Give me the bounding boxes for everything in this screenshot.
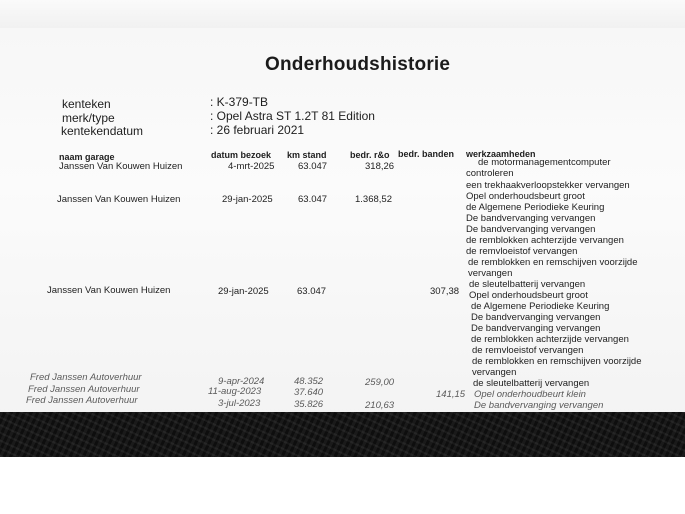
werkzaamheden-line: vervangen: [468, 268, 513, 279]
werkzaamheden-line: Opel onderhoudbeurt klein: [474, 389, 586, 400]
row1-km: 63.047: [298, 161, 328, 172]
werkzaamheden-line: de remblokken achterzijde vervangen: [466, 235, 624, 246]
header-datum: datum bezoek: [211, 150, 272, 160]
werkzaamheden-line: de sleutelbatterij vervangen: [469, 279, 586, 290]
werkzaamheden-line: De bandvervanging vervangen: [466, 224, 596, 235]
header-km: km stand: [287, 150, 327, 160]
werkzaamheden-line: de remvloeistof vervangen: [466, 246, 578, 257]
row3-datum: 29-jan-2025: [218, 286, 269, 297]
werkzaamheden-line: Opel onderhoudsbeurt groot: [469, 290, 588, 301]
header-werk: werkzaamheden: [466, 149, 536, 159]
row1-ro: 318,26: [365, 161, 395, 172]
header-garage: naam garage: [59, 152, 115, 162]
werkzaamheden-line: De bandvervanging vervangen: [471, 312, 601, 323]
kentekendatum-value: : 26 februari 2021: [210, 123, 305, 137]
row5-garage: Fred Janssen Autoverhuur: [28, 384, 140, 395]
werkzaamheden-line: de remvloeistof vervangen: [472, 345, 584, 356]
document-page: [0, 28, 685, 423]
row3-banden: 307,38: [430, 286, 460, 297]
merk-value: : Opel Astra ST 1.2T 81 Edition: [210, 109, 375, 123]
kenteken-label: kenteken: [62, 97, 111, 111]
row4-ro: 259,00: [365, 377, 395, 388]
werkzaamheden-line: De bandvervanging vervangen: [466, 213, 596, 224]
merk-label: merk/type: [62, 111, 115, 125]
werkzaamheden-line: de Algemene Periodieke Keuring: [466, 202, 605, 213]
werkzaamheden-line: de remblokken en remschijven voorzijde: [472, 356, 642, 367]
row6-km: 35.826: [294, 399, 324, 410]
row3-km: 63.047: [297, 286, 327, 297]
row6-garage: Fred Janssen Autoverhuur: [26, 395, 138, 406]
row2-ro: 1.368,52: [355, 194, 392, 205]
row5-datum: 11-aug-2023: [208, 386, 262, 397]
row4-garage: Fred Janssen Autoverhuur: [30, 372, 142, 383]
row3-garage: Janssen Van Kouwen Huizen: [47, 285, 171, 296]
werkzaamheden-line: Opel onderhoudsbeurt groot: [466, 191, 585, 202]
row4-datum: 9-apr-2024: [218, 376, 265, 387]
photo-background-top: [0, 0, 685, 30]
row2-km: 63.047: [298, 194, 328, 205]
photo-background-bottom: [0, 457, 685, 514]
fabric-texture: [0, 412, 685, 457]
werkzaamheden-line: een trekhaakverloopstekker vervangen: [466, 180, 630, 191]
row2-datum: 29-jan-2025: [222, 194, 273, 205]
row1-datum: 4-mrt-2025: [228, 161, 275, 172]
header-banden: bedr. banden: [398, 149, 455, 159]
kentekendatum-label: kentekendatum: [61, 124, 144, 138]
row6-datum: 3-jul-2023: [218, 398, 261, 409]
werkzaamheden-line: de motormanagementcomputer: [478, 157, 611, 168]
row6-ro: 210,63: [365, 400, 395, 411]
werkzaamheden-line: de remblokken achterzijde vervangen: [471, 334, 629, 345]
row5-km: 37.640: [294, 387, 324, 398]
werkzaamheden-line: de sleutelbatterij vervangen: [473, 378, 590, 389]
header-ro: bedr. r&o: [350, 150, 390, 160]
kenteken-value: : K-379-TB: [210, 95, 269, 109]
werkzaamheden-line: de remblokken en remschijven voorzijde: [468, 257, 638, 268]
page-title: Onderhoudshistorie: [265, 54, 451, 75]
werkzaamheden-line: controleren: [466, 168, 514, 179]
row1-garage: Janssen Van Kouwen Huizen: [59, 161, 183, 172]
werkzaamheden-line: de Algemene Periodieke Keuring: [471, 301, 610, 312]
werkzaamheden-line: vervangen: [472, 367, 517, 378]
row5-banden: 141,15: [436, 389, 466, 400]
werkzaamheden-line: De bandvervanging vervangen: [471, 323, 601, 334]
row4-km: 48.352: [294, 376, 324, 387]
werkzaamheden-line: De bandvervanging vervangen: [474, 400, 604, 411]
row2-garage: Janssen Van Kouwen Huizen: [57, 194, 181, 205]
